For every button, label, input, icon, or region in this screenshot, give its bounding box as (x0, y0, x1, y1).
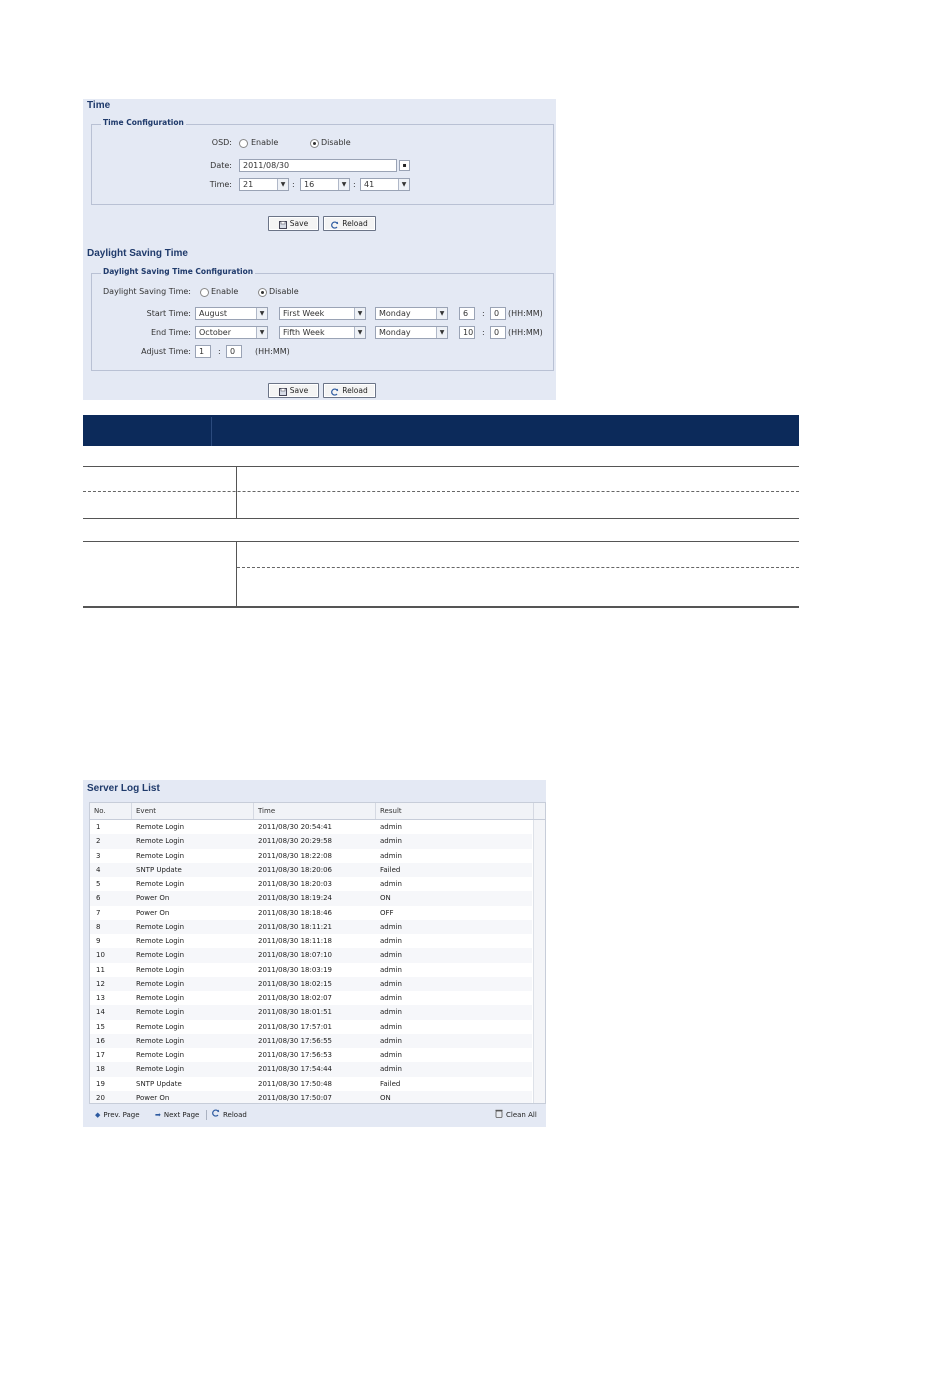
table-row[interactable] (90, 1091, 532, 1104)
start-day-value: Monday (379, 309, 411, 318)
table-row[interactable] (90, 820, 532, 834)
time-label: Time: (209, 180, 232, 189)
time-section-title: Time (87, 100, 111, 111)
reload-icon (331, 387, 339, 395)
prev-page-button[interactable] (95, 1109, 140, 1121)
log-cell-result: admin (380, 1065, 402, 1074)
start-time-label: Start Time: (146, 309, 191, 318)
log-cell-event: Remote Login (136, 979, 185, 988)
dst-reload-label: Reload (342, 386, 368, 395)
log-cell-time: 2011/08/30 18:20:03 (258, 880, 333, 888)
dst-reload-button[interactable] (323, 383, 376, 398)
log-cell-no: 20 (96, 1093, 105, 1102)
table-row[interactable] (90, 1077, 532, 1091)
log-cell-no: 1 (96, 823, 101, 831)
log-cell-event: Remote Login (136, 837, 185, 846)
chevron-down-icon: ▼ (354, 327, 365, 338)
start-month-select[interactable] (195, 307, 268, 320)
table-row[interactable] (90, 1048, 532, 1062)
toolbar-separator (206, 1110, 207, 1120)
log-cell-event: Power On (136, 1093, 170, 1102)
dst-section-title: Daylight Saving Time (87, 248, 188, 259)
log-cell-result: admin (380, 965, 402, 974)
adjust-hhmm-hint: (HH:MM) (255, 347, 290, 356)
dst-disable-label: Disable (269, 287, 299, 296)
adjust-hour-input[interactable]: 1 (195, 345, 211, 358)
log-cell-no: 8 (96, 922, 101, 931)
log-cell-time: 2011/08/30 17:56:53 (258, 1051, 333, 1059)
table-row[interactable] (90, 934, 532, 948)
minute-value: 16 (304, 180, 315, 189)
osd-enable-radio[interactable] (239, 139, 248, 148)
log-cell-no: 11 (96, 965, 105, 974)
chevron-down-icon: ▼ (398, 179, 409, 190)
date-label: Date: (210, 161, 232, 170)
table-dashed-rule (83, 491, 799, 492)
time-colon: : (292, 180, 295, 189)
osd-label: OSD: (211, 138, 232, 147)
end-time-label: End Time: (150, 328, 191, 337)
reload-icon (331, 220, 339, 228)
log-cell-no: 12 (96, 979, 105, 988)
log-cell-result: admin (380, 937, 402, 945)
dst-configuration-legend: Daylight Saving Time Configuration (103, 267, 254, 276)
log-reload-label: Reload (223, 1111, 247, 1119)
end-hour-input[interactable]: 10 (459, 326, 475, 339)
table-row[interactable] (90, 948, 532, 962)
reload-icon (212, 1109, 220, 1121)
prev-page-label: Prev. Page (103, 1111, 140, 1119)
trash-icon (495, 1109, 503, 1122)
log-cell-time: 2011/08/30 18:03:19 (258, 965, 333, 974)
table-row[interactable] (90, 1020, 532, 1034)
column-header-time[interactable]: Time (254, 803, 376, 819)
time-configuration-legend: Time Configuration (103, 118, 184, 127)
table-row[interactable] (90, 891, 532, 905)
log-cell-result: ON (380, 894, 391, 903)
log-cell-no: 2 (96, 837, 101, 846)
start-hhmm-hint: (HH:MM) (508, 309, 543, 318)
log-cell-no: 19 (96, 1079, 105, 1088)
log-cell-result: admin (380, 880, 402, 888)
server-log-grid (89, 802, 546, 1104)
log-cell-no: 17 (96, 1051, 105, 1059)
log-cell-time: 2011/08/30 18:02:15 (258, 979, 333, 988)
log-cell-event: Remote Login (136, 922, 185, 931)
time-save-button[interactable] (268, 216, 319, 231)
log-cell-event: Remote Login (136, 965, 185, 974)
log-cell-time: 2011/08/30 18:11:21 (258, 922, 333, 931)
end-minute-input[interactable]: 0 (490, 326, 506, 339)
date-input[interactable]: 2011/08/30 (239, 159, 397, 172)
end-day-value: Monday (379, 328, 411, 337)
log-cell-event: Remote Login (136, 880, 185, 888)
dst-disable-radio[interactable] (258, 288, 267, 297)
column-header-no[interactable]: No. (90, 803, 132, 819)
end-colon: : (482, 328, 485, 337)
table-row[interactable] (90, 849, 532, 863)
end-week-select[interactable] (279, 326, 366, 339)
table-rule (83, 518, 799, 519)
time-save-label: Save (289, 219, 309, 228)
log-cell-no: 4 (96, 865, 101, 874)
time-colon: : (353, 180, 356, 189)
log-cell-event: Remote Login (136, 994, 185, 1002)
log-cell-result: Failed (380, 865, 401, 874)
log-cell-time: 2011/08/30 17:56:55 (258, 1036, 333, 1045)
log-cell-result: admin (380, 823, 402, 831)
chevron-down-icon: ▼ (338, 179, 349, 190)
log-cell-event: Remote Login (136, 937, 185, 945)
table-rule (83, 466, 799, 467)
server-log-panel (83, 780, 546, 1127)
log-reload-button[interactable] (212, 1109, 247, 1121)
log-cell-event: SNTP Update (136, 1079, 182, 1088)
chevron-down-icon: ▼ (256, 327, 267, 338)
log-cell-result: admin (380, 1008, 402, 1017)
log-cell-no: 9 (96, 937, 101, 945)
calendar-icon[interactable]: ▪ (399, 160, 410, 171)
table-row[interactable] (90, 1005, 532, 1019)
table-row[interactable] (90, 1034, 532, 1048)
log-cell-time: 2011/08/30 18:02:07 (258, 994, 333, 1002)
osd-disable-label: Disable (321, 138, 351, 147)
end-hhmm-hint: (HH:MM) (508, 328, 543, 337)
log-cell-result: admin (380, 1036, 402, 1045)
table-row[interactable] (90, 877, 532, 891)
log-cell-result: admin (380, 951, 402, 960)
chevron-down-icon: ▼ (277, 179, 288, 190)
minute-select[interactable] (300, 178, 350, 191)
start-week-value: First Week (283, 309, 325, 318)
log-cell-event: Remote Login (136, 1036, 185, 1045)
table-bottom-rule (83, 606, 799, 608)
table-row[interactable] (90, 963, 532, 977)
end-week-value: Fifth Week (283, 328, 325, 337)
table-column-divider (236, 541, 237, 607)
log-cell-time: 2011/08/30 18:07:10 (258, 951, 333, 960)
document-table-header (83, 415, 799, 446)
log-cell-time: 2011/08/30 18:19:24 (258, 894, 333, 903)
dst-save-label: Save (289, 386, 309, 395)
chevron-down-icon: ▼ (354, 308, 365, 319)
dst-save-button[interactable] (268, 383, 319, 398)
log-cell-result: admin (380, 837, 402, 846)
start-colon: : (482, 309, 485, 318)
log-cell-no: 13 (96, 994, 105, 1002)
log-cell-result: admin (380, 922, 402, 931)
log-cell-event: Remote Login (136, 1051, 185, 1059)
table-dashed-rule (237, 567, 799, 568)
start-hour-input[interactable]: 6 (459, 307, 475, 320)
column-header-result[interactable]: Result (376, 803, 534, 819)
floppy-disk-icon (279, 387, 287, 395)
log-cell-no: 15 (96, 1022, 105, 1031)
log-cell-result: admin (380, 1051, 402, 1059)
log-cell-time: 2011/08/30 20:29:58 (258, 837, 333, 846)
log-footer-toolbar (89, 1106, 544, 1124)
clean-all-button[interactable] (495, 1109, 537, 1121)
end-month-value: October (199, 328, 232, 337)
table-row[interactable] (90, 834, 532, 848)
arrow-right-icon: ➡ (155, 1111, 161, 1119)
arrow-left-icon: ◆ (95, 1111, 101, 1119)
log-cell-time: 2011/08/30 18:18:46 (258, 908, 333, 917)
log-cell-event: SNTP Update (136, 865, 182, 874)
log-cell-no: 6 (96, 894, 101, 903)
log-cell-no: 18 (96, 1065, 105, 1074)
osd-enable-label: Enable (251, 138, 279, 147)
log-cell-time: 2011/08/30 17:54:44 (258, 1065, 333, 1074)
log-cell-result: admin (380, 1022, 402, 1031)
log-cell-event: Power On (136, 894, 170, 903)
log-cell-no: 7 (96, 908, 101, 917)
time-reload-label: Reload (342, 219, 368, 228)
log-scrollbar[interactable] (533, 820, 545, 1103)
dst-enable-label: Enable (211, 287, 239, 296)
second-select[interactable] (360, 178, 410, 191)
log-cell-no: 3 (96, 851, 101, 860)
table-row[interactable] (90, 977, 532, 991)
column-header-event[interactable]: Event (132, 803, 254, 819)
log-cell-time: 2011/08/30 17:50:48 (258, 1079, 333, 1088)
log-header-row (90, 803, 545, 820)
table-row[interactable] (90, 920, 532, 934)
log-cell-result: admin (380, 851, 402, 860)
log-cell-result: Failed (380, 1079, 401, 1088)
adjust-minute-input[interactable]: 0 (226, 345, 242, 358)
log-cell-event: Remote Login (136, 1008, 185, 1017)
log-cell-event: Remote Login (136, 1065, 185, 1074)
chevron-down-icon: ▼ (436, 308, 447, 319)
table-row[interactable] (90, 863, 532, 877)
next-page-label: Next Page (163, 1111, 200, 1119)
log-cell-result: admin (380, 979, 402, 988)
log-cell-time: 2011/08/30 18:11:18 (258, 937, 333, 945)
log-cell-no: 14 (96, 1008, 105, 1017)
start-day-select[interactable] (375, 307, 448, 320)
log-cell-result: ON (380, 1093, 391, 1102)
dst-label: Daylight Saving Time: (103, 287, 191, 296)
table-row[interactable] (90, 906, 532, 920)
log-cell-event: Remote Login (136, 1022, 185, 1031)
floppy-disk-icon (279, 220, 287, 228)
end-day-select[interactable] (375, 326, 448, 339)
log-cell-time: 2011/08/30 17:50:07 (258, 1093, 333, 1102)
adjust-time-label: Adjust Time: (141, 347, 191, 356)
log-cell-event: Power On (136, 908, 170, 917)
header-column-divider (211, 417, 212, 446)
log-cell-time: 2011/08/30 17:57:01 (258, 1022, 333, 1031)
table-row[interactable] (90, 1062, 532, 1076)
hour-value: 21 (243, 180, 254, 189)
table-row[interactable] (90, 991, 532, 1005)
chevron-down-icon: ▼ (436, 327, 447, 338)
log-cell-no: 10 (96, 951, 105, 960)
table-column-divider (236, 466, 237, 518)
hour-select[interactable] (239, 178, 289, 191)
log-cell-event: Remote Login (136, 823, 185, 831)
dst-configuration-group (91, 267, 554, 371)
adjust-colon: : (218, 347, 221, 356)
log-cell-no: 16 (96, 1036, 105, 1045)
log-cell-time: 2011/08/30 18:20:06 (258, 865, 333, 874)
second-value: 41 (364, 180, 375, 189)
start-minute-input[interactable]: 0 (490, 307, 506, 320)
log-cell-result: admin (380, 994, 402, 1002)
table-rule (83, 541, 799, 542)
start-week-select[interactable] (279, 307, 366, 320)
log-cell-time: 2011/08/30 18:22:08 (258, 851, 333, 860)
end-month-select[interactable] (195, 326, 268, 339)
time-reload-button[interactable] (323, 216, 376, 231)
start-month-value: August (199, 309, 227, 318)
log-cell-time: 2011/08/30 18:01:51 (258, 1008, 333, 1017)
clean-all-label: Clean All (506, 1111, 537, 1119)
chevron-down-icon: ▼ (256, 308, 267, 319)
log-cell-time: 2011/08/30 20:54:41 (258, 823, 333, 831)
log-cell-event: Remote Login (136, 951, 185, 960)
time-configuration-group (91, 118, 554, 205)
log-cell-event: Remote Login (136, 851, 185, 860)
time-settings-panel (83, 99, 556, 400)
dst-enable-radio[interactable] (200, 288, 209, 297)
next-page-button[interactable] (155, 1109, 199, 1121)
osd-disable-radio[interactable] (310, 139, 319, 148)
server-log-title: Server Log List (87, 783, 160, 794)
log-cell-result: OFF (380, 908, 394, 917)
log-cell-no: 5 (96, 880, 101, 888)
